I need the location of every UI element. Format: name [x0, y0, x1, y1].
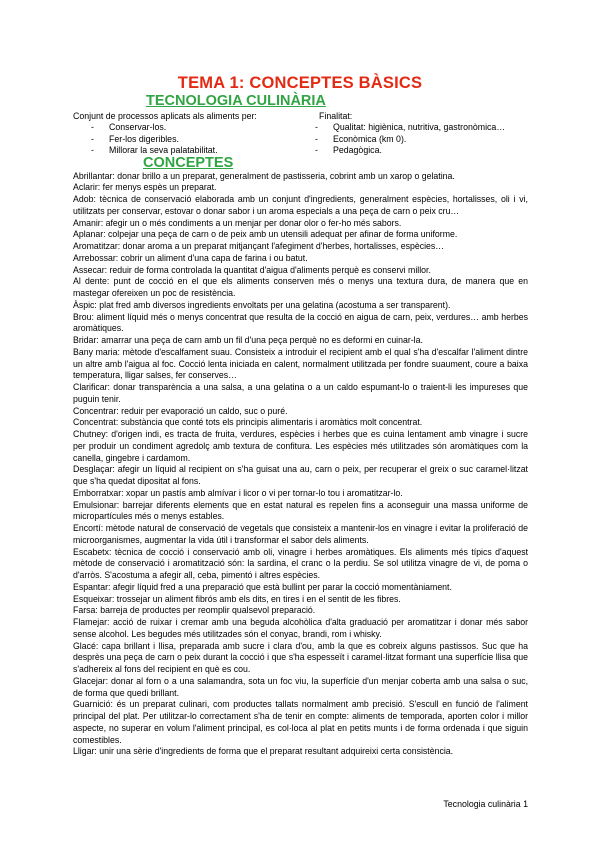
definition-text: : barrejar diferents elements que en estat natural es repelen fins a aconseguir una massa uniforme de micropartícules més o menys estables.	[73, 499, 528, 522]
definition-text: : acció de ruixar i cremar amb una beguda alcohòlica d'alta graduació per aromatitzar i donar més sabor sense alcohol. Les begudes més utilitzades són el conyac, brandi, rom i whisky.	[73, 617, 528, 639]
definition-text: : reduir per evaporació un caldo, suc o puré.	[116, 405, 288, 416]
list-item: - Qualitat: higiènica, nutritiva, gastronòmica…	[315, 122, 505, 134]
definition-term: Assecar	[73, 264, 105, 275]
definition-term: Farsa	[73, 605, 96, 616]
definition-term: Abrillantar	[73, 170, 113, 181]
definition-text: : afegir un o més condiments a un menjar per donar olor o fer-ho més sabors.	[100, 217, 402, 228]
definition-text: : tècnica de conservació elaborada amb un conjunt d'ingredients, generalment espècies, hortalisses, oli i vi, utilitzats per conservar, estovar o donar sabor i un aroma especials a una peça de carn o peix cru…	[73, 194, 528, 216]
definition-term: Àspic	[73, 299, 95, 310]
definition-item	[73, 300, 528, 312]
definition-text: : colpejar una peça de carn o de peix amb un utensili adequat per afinar de forma uniforme.	[103, 229, 458, 240]
definition-item	[73, 641, 528, 676]
definition-item	[73, 229, 528, 241]
definition-text: : trossejar un aliment fibrós amb els dits, en tires i en el sentit de les fibres.	[111, 593, 401, 604]
definition-text: : punt de cocció en el que els aliments conserven més o menys una textura dura, de manera que en mastegar ofereixen un poc de resistència.	[73, 276, 528, 298]
definition-item	[73, 582, 528, 594]
definition-item	[73, 194, 528, 218]
definition-item	[73, 547, 528, 582]
definition-term: Espantar	[73, 581, 109, 592]
definition-item	[73, 746, 528, 758]
definition-text: : xopar un pastís amb almívar i licor o vi per tornar-lo tou i aromatitzar-lo.	[121, 487, 403, 498]
definition-term: Chutney	[73, 429, 106, 439]
definition-term: Bridar	[73, 335, 97, 345]
definition-item	[73, 253, 528, 265]
definition-item	[73, 676, 528, 700]
definition-text: : és un preparat culinari, com productes tallats normalment amb precisió. S'escull en funció de l'aliment principal del plat. Per utilitzar-lo correctament s'ha de tenir en compte: aliments de temporada, aporten color i millor aspecte, no superar en volum l'aliment principal, es col·loca al plat en petits munts i de forma ordenada i que siguin comestibles.	[73, 699, 528, 745]
intro-left-list	[91, 122, 218, 157]
definition-item	[73, 335, 528, 347]
definition-item	[73, 382, 528, 406]
intro-left-heading: Conjunt de processos aplicats als aliments per:	[73, 111, 257, 121]
list-item: - Fer-los digeribles.	[91, 134, 218, 146]
definition-text: : unir una sèrie d'ingredients de forma que el preparat resultant adquireixi certa consistència.	[94, 746, 454, 757]
definition-text: : d'origen indi, es tracta de fruita, verdures, espècies i herbes que es cuina lentament amb vinagre i sucre per produir un condiment agredolç amb textura de confitura. Les espècies més utilitzades són aromàtiques com la canella, gingebre i cardamom.	[73, 429, 528, 463]
definition-text: : capa brillant i llisa, preparada amb sucre i clara d'ou, amb la que es cobreix alguns pastissos. Suc que ha desprès una peça de carn o peix durant la cocció i que s'ha espesseït i caramel·litzat formant una superfície llisa que s'adhereix al fons del recipient en què es cou.	[73, 640, 528, 674]
definition-term: Aplanar	[73, 229, 104, 240]
definition-item	[73, 218, 528, 230]
definition-text: : mètode natural de conservació de vegetals que consisteix a mantenir-los en vinagre i evitar la proliferació de microorganismes, augmentar la vida útil i transformar el sabor dels aliments.	[73, 523, 528, 545]
definition-text: : substància que conté tots els principis alimentaris i aromàtics molt concentrat.	[115, 417, 423, 428]
definition-term: Escabetx	[73, 546, 109, 557]
definition-term: Encortí	[73, 523, 101, 533]
definition-item	[73, 171, 528, 183]
page-footer: Tecnologia culinària 1	[443, 799, 528, 809]
definition-term: Adob	[73, 194, 94, 204]
definition-item	[73, 241, 528, 253]
definition-item	[73, 464, 528, 488]
definition-text: : donar brillo a un preparat, generalment de pastisseria, cobrint amb un xarop o gelatina.	[112, 170, 455, 181]
definition-term: Brou	[73, 311, 92, 322]
definition-term: Glacé	[73, 640, 96, 651]
definition-item	[73, 276, 528, 300]
definition-term: Esqueixar	[73, 593, 112, 604]
definition-term: Aclarir	[73, 182, 98, 193]
definition-item	[73, 347, 528, 382]
definition-term: Desglaçar	[73, 464, 113, 475]
definition-item	[73, 406, 528, 418]
definition-term: Al dente	[73, 276, 107, 287]
definition-term: Guarnició	[73, 699, 111, 710]
list-item: - Conservar-los.	[91, 122, 218, 134]
definition-text: : donar aroma a un preparat mitjançant l'afegiment d'herbes, hortalisses, espècies…	[117, 241, 445, 251]
definitions-list	[73, 171, 528, 759]
definition-item	[73, 265, 528, 277]
definition-term: Arrebossar	[73, 252, 116, 263]
definition-item	[73, 605, 528, 617]
definition-term: Glacejar	[73, 675, 106, 686]
definition-item	[73, 488, 528, 500]
definition-text: : aliment líquid més o menys concentrat que resulta de la cocció en aigua de carn, peix, verdures… amb herbes aromàtiques.	[73, 311, 528, 334]
definition-text: : plat fred amb diversos ingredients envoltats per una gelatina (acostuma a ser transparent).	[94, 299, 451, 310]
definition-item	[73, 617, 528, 641]
list-item: - Millorar la seva palatabilitat.	[91, 145, 218, 157]
definition-term: Concentrat	[73, 417, 116, 428]
list-item: - Pedagògica.	[315, 145, 505, 157]
list-item: - Econòmica (km 0).	[315, 134, 505, 146]
definition-item	[73, 594, 528, 606]
definition-text: : mètode d'escalfament suau. Consisteix a introduir el recipient amb el qual s'ha d'escalfar l'aliment dintre un altre amb l'aigua al foc. Cocció lenta iniciada en calent, normalment utilitzada per fondre suaument, coure a baixa temperatura, lligar salses, fer conserves…	[73, 346, 528, 381]
definition-item	[73, 182, 528, 194]
definition-term: Emulsionar	[73, 499, 117, 510]
definition-item	[73, 312, 528, 336]
definition-text: : tècnica de cocció i conservació amb oli, vinagre i herbes aromàtiques. Els aliments més típics d'aquest mètode de conservació i aromatització són: la sardina, el cranc o la perdiu. Se sol utilitza vinagre de vi, de poma o d'arròs. S'acostuma a afegir all, ceba, pimentó i altres espècies.	[73, 546, 528, 580]
section-heading-tecnologia: TECNOLOGIA CULINÀRIA	[146, 93, 326, 109]
definition-term: Bany maria	[73, 346, 118, 357]
definition-term: Clarificar	[73, 382, 108, 392]
intro-right-list	[315, 122, 505, 157]
definition-term: Amanir	[73, 217, 101, 228]
definition-term: Concentrar	[73, 405, 117, 416]
definition-item	[73, 417, 528, 429]
section-heading-conceptes: CONCEPTES	[143, 155, 234, 171]
definition-text: : cobrir un aliment d'una capa de farina i ou batut.	[115, 252, 308, 263]
definition-text: : afegir un líquid al recipient on s'ha guisat una au, carn o peix, per recuperar el greix o suc caramel·litzat que s'ha quedat dipositat al fons.	[73, 464, 528, 486]
definition-item	[73, 523, 528, 547]
definition-term: Emborratxar	[73, 487, 122, 498]
definition-term: Lligar	[73, 746, 95, 757]
definition-text: : barreja de productes per reomplir qualsevol preparació.	[95, 605, 316, 616]
definition-text: : donar al forn o a una salamandra, sota un foc viu, la superfície d'un menjar coberta amb una salsa o suc, de forma que quedi brillant.	[73, 675, 528, 698]
definition-item	[73, 429, 528, 464]
definition-text: : afegir líquid fred a una preparació que està bullint per parar la cocció momentàniament.	[108, 581, 452, 592]
definition-text: : fer menys espès un preparat.	[97, 182, 217, 193]
definition-text: : donar transparència a una salsa, a una gelatina o a un caldo espumant-lo o traient-li les impureses que puguin tenir.	[73, 382, 528, 404]
definition-item	[73, 699, 528, 746]
intro-right-heading: Finalitat:	[319, 111, 353, 121]
definition-text: : reduir de forma controlada la quantitat d'aigua d'aliments perquè es conservi millor.	[104, 264, 431, 275]
definition-term: Flamejar	[73, 617, 108, 627]
definition-text: : amarrar una peça de carn amb un fil d'una peça perquè no es deformi en cuinar-la.	[96, 335, 423, 345]
definition-term: Aromatitzar	[73, 241, 118, 251]
page-title: TEMA 1: CONCEPTES BÀSICS	[177, 74, 423, 92]
definition-item	[73, 500, 528, 524]
